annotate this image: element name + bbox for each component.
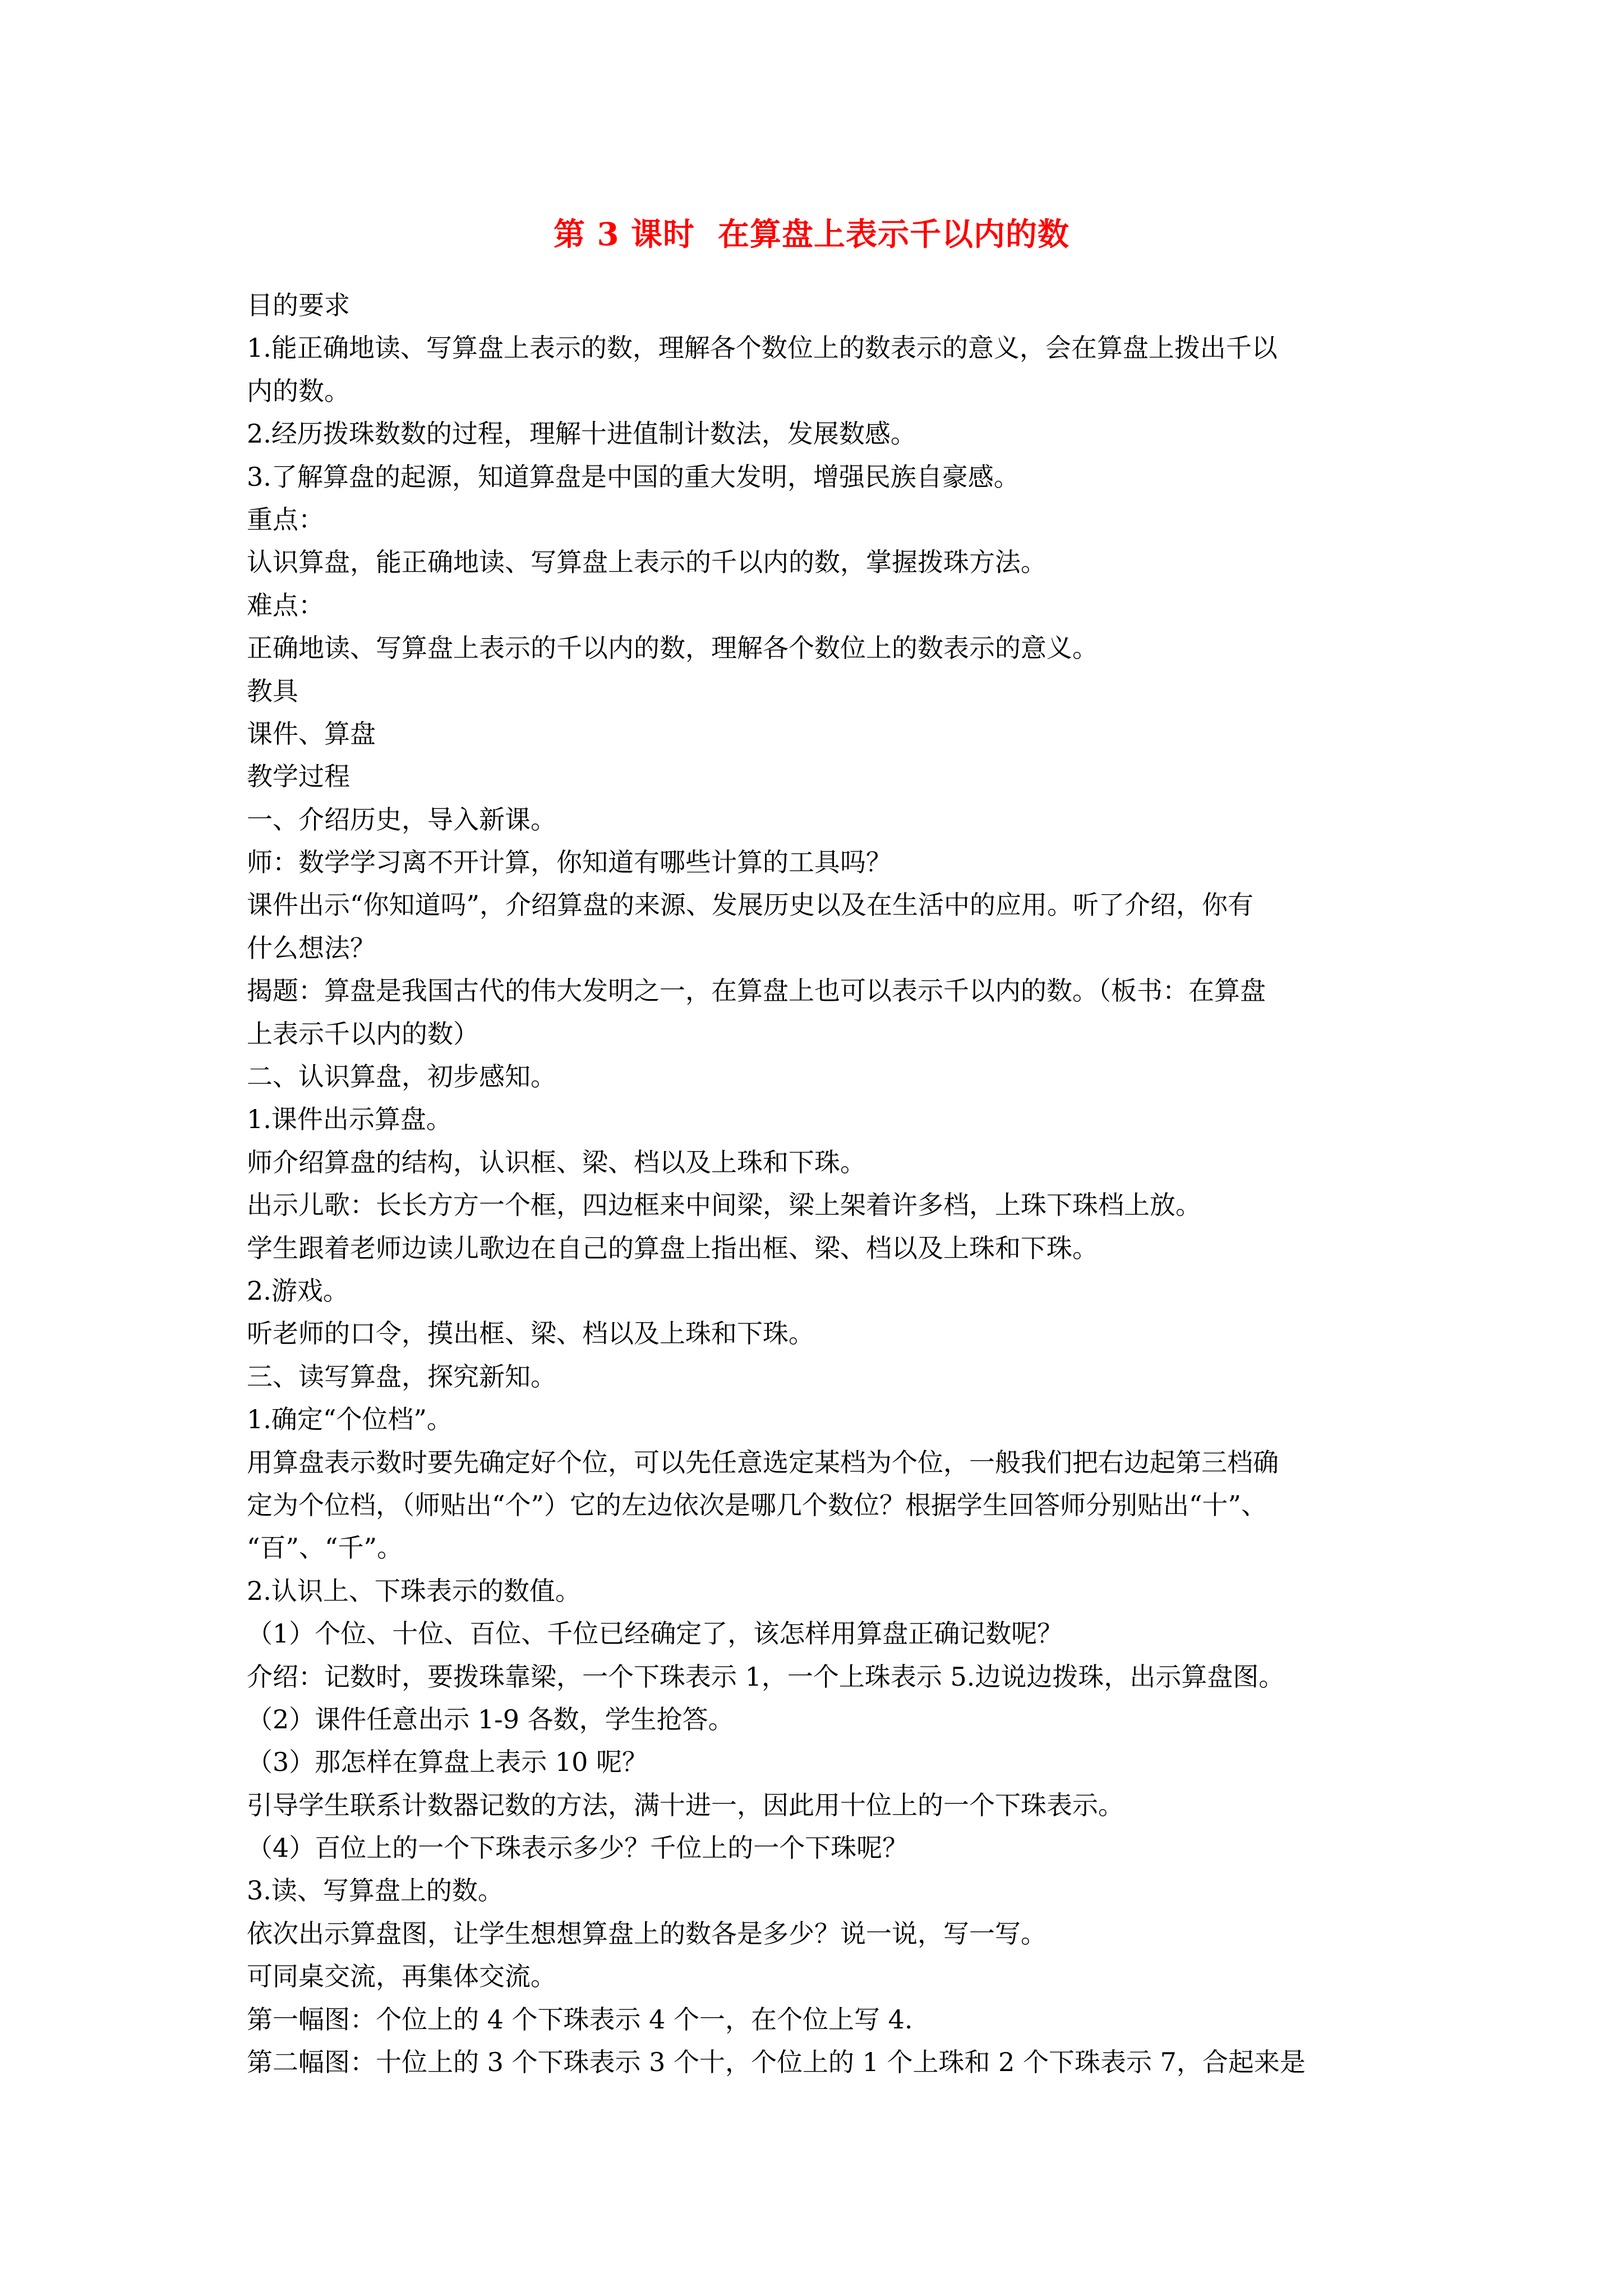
document-title: 第 3 课时 在算盘上表示千以内的数 (554, 216, 1069, 253)
body-line: （2）课件任意出示 1-9 各数，学生抢答。 (247, 1704, 734, 1734)
body-line: 上表示千以内的数） (247, 1018, 479, 1049)
body-line: 教学过程 (247, 761, 350, 792)
body-line: 3.读、写算盘上的数。 (247, 1875, 504, 1906)
body-line: 引导学生联系计数器记数的方法，满十进一，因此用十位上的一个下珠表示。 (247, 1789, 1124, 1820)
body-line: 师介绍算盘的结构，认识框、梁、档以及上珠和下珠。 (247, 1147, 866, 1177)
body-line: 2.经历拨珠数数的过程，理解十进值制计数法，发展数感。 (247, 418, 916, 449)
body-line: 1.能正确地读、写算盘上表示的数，理解各个数位上的数表示的意义，会在算盘上拨出千以 (247, 333, 1278, 364)
body-line: 师：数学学习离不开计算，你知道有哪些计算的工具吗？ (247, 847, 892, 878)
body-line: 认识算盘，能正确地读、写算盘上表示的千以内的数，掌握拨珠方法。 (247, 547, 1046, 578)
body-line: 介绍：记数时，要拨珠靠梁，一个下珠表示 1，一个上珠表示 5.边说边拨珠，出示算盘图。 (247, 1661, 1285, 1692)
body-line: 2.游戏。 (247, 1275, 349, 1306)
body-line: 内的数。 (247, 375, 350, 406)
body-line: 二、认识算盘，初步感知。 (247, 1061, 556, 1092)
body-line: 1.确定“个位档”。 (247, 1404, 453, 1435)
body-line: “百”、“千”。 (247, 1533, 403, 1563)
body-line: 3.了解算盘的起源，知道算盘是中国的重大发明，增强民族自豪感。 (247, 461, 1020, 492)
document-body (247, 284, 1396, 2083)
body-line: （3）那怎样在算盘上表示 10 呢？ (247, 1747, 648, 1778)
body-line: 定为个位档，（师贴出“个”）它的左边依次是哪几个数位？根据学生回答师分别贴出“十”、 (247, 1489, 1267, 1520)
body-line: 依次出示算盘图，让学生想想算盘上的数各是多少？说一说，写一写。 (247, 1918, 1046, 1949)
body-line: （4）百位上的一个下珠表示多少？千位上的一个下珠呢？ (247, 1833, 909, 1864)
body-line: 难点： (247, 590, 324, 620)
body-line: 一、介绍历史，导入新课。 (247, 804, 556, 835)
body-line: 用算盘表示数时要先确定好个位，可以先任意选定某档为个位，一般我们把右边起第三档确 (247, 1447, 1279, 1478)
body-line: 1.课件出示算盘。 (247, 1104, 452, 1135)
body-line: 学生跟着老师边读儿歌边在自己的算盘上指出框、梁、档以及上珠和下珠。 (247, 1232, 1098, 1263)
body-line: 课件出示“你知道吗”，介绍算盘的来源、发展历史以及在生活中的应用。听了介绍，你有 (247, 890, 1254, 921)
body-line: 揭题：算盘是我国古代的伟大发明之一，在算盘上也可以表示千以内的数。（板书：在算盘 (247, 976, 1266, 1006)
body-line: 重点： (247, 504, 324, 535)
body-line: 听老师的口令，摸出框、梁、档以及上珠和下珠。 (247, 1318, 814, 1349)
body-line: 可同桌交流，再集体交流。 (247, 1961, 556, 1992)
body-line: 教具 (247, 675, 298, 706)
body-line: 三、读写算盘，探究新知。 (247, 1361, 556, 1392)
body-line: 正确地读、写算盘上表示的千以内的数，理解各个数位上的数表示的意义。 (247, 633, 1098, 664)
body-line: 出示儿歌：长长方方一个框，四边框来中间梁，梁上架着许多档，上珠下珠档上放。 (247, 1190, 1201, 1221)
body-line: 第一幅图：个位上的 4 个下珠表示 4 个一，在个位上写 4. (247, 2004, 913, 2035)
body-line: （1）个位、十位、百位、千位已经确定了，该怎样用算盘正确记数呢？ (247, 1618, 1063, 1649)
body-line: 什么想法？ (247, 932, 376, 963)
body-line: 课件、算盘 (247, 718, 376, 749)
body-line: 2.认识上、下珠表示的数值。 (247, 1575, 581, 1606)
body-line: 目的要求 (247, 290, 350, 320)
body-line: 第二幅图：十位上的 3 个下珠表示 3 个十，个位上的 1 个上珠和 2 个下珠表示 7，合起来是 (247, 2047, 1306, 2078)
